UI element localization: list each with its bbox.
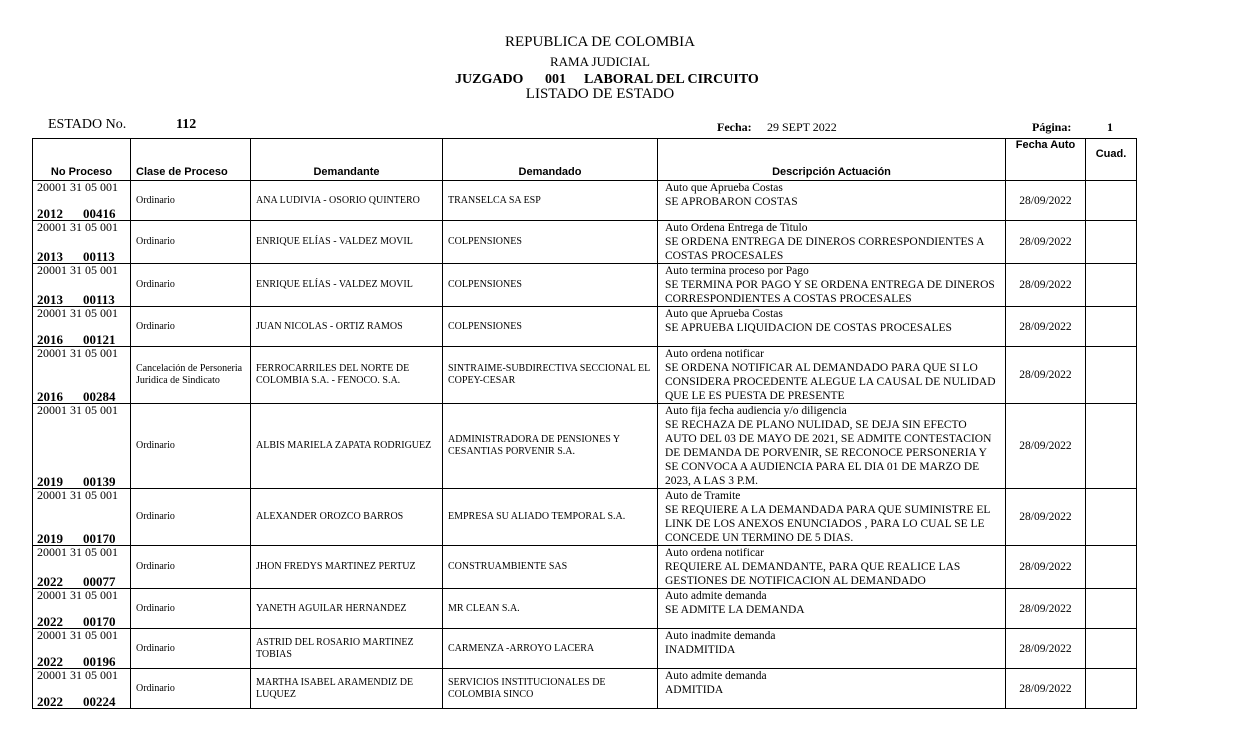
proceso-cell xyxy=(33,347,131,404)
col-header-clase: Clase de Proceso xyxy=(131,139,251,181)
col-header-demandado: Demandado xyxy=(443,139,658,181)
proceso-code: 20001 31 05 001 xyxy=(37,220,118,234)
proceso-code: 20001 31 05 001 xyxy=(37,180,118,194)
table-row xyxy=(33,347,1137,404)
proceso-radicado: 00113 xyxy=(83,249,115,264)
estado-label: ESTADO No. xyxy=(48,117,127,132)
descripcion-cell xyxy=(658,629,1006,669)
proceso-code: 20001 31 05 001 xyxy=(37,306,118,320)
auto-type: Auto inadmite demanda xyxy=(665,630,776,642)
listing-title: LISTADO DE ESTADO xyxy=(525,86,675,102)
clase-cell: Cancelación de Personeria Juridica de Sindicato xyxy=(131,347,251,404)
fecha-auto-cell: 28/09/2022 xyxy=(1006,264,1086,307)
court-label: JUZGADO xyxy=(455,72,524,87)
proceso-year: 2012 xyxy=(37,206,63,221)
auto-detail: INADMITIDA xyxy=(665,644,736,656)
auto-type: Auto admite demanda xyxy=(665,590,767,602)
cuad-cell xyxy=(1086,221,1137,264)
demandado-cell: CONSTRUAMBIENTE SAS xyxy=(443,546,658,589)
table-row xyxy=(33,669,1137,709)
clase-cell: Ordinario xyxy=(131,589,251,629)
table-row xyxy=(33,264,1137,307)
proceso-cell xyxy=(33,264,131,307)
proceso-year: 2022 xyxy=(37,614,63,629)
auto-detail: SE RECHAZA DE PLANO NULIDAD, SE DEJA SIN EFECTO AUTO DEL 03 DE MAYO DE 2021, SE ADMITE CONTESTACION DE DEMANDA DE PORVENIR, SE RECONOCE PERSONERIA Y SE CONVOCA A AUDIENCIA PARA EL DIA 01 DE MARZO DE 2023, A LAS 3 P.M. xyxy=(665,419,992,487)
auto-type: Auto de Tramite xyxy=(665,490,741,502)
descripcion-cell xyxy=(658,489,1006,546)
proceso-radicado: 00077 xyxy=(83,574,116,589)
proceso-radicado: 00170 xyxy=(83,531,116,546)
auto-type: Auto Ordena Entrega de Titulo xyxy=(665,222,808,234)
clase-cell: Ordinario xyxy=(131,546,251,589)
proceso-number xyxy=(33,334,116,346)
table-row xyxy=(33,589,1137,629)
demandante-cell: ASTRID DEL ROSARIO MARTINEZ TOBIAS xyxy=(251,629,443,669)
descripcion-cell xyxy=(658,669,1006,709)
clase-cell: Ordinario xyxy=(131,307,251,347)
cuad-cell xyxy=(1086,669,1137,709)
proceso-radicado: 00224 xyxy=(83,694,116,709)
auto-type: Auto ordena notificar xyxy=(665,547,764,559)
col-header-fecha-auto: Fecha Auto xyxy=(1006,139,1086,181)
proceso-year: 2019 xyxy=(37,474,63,489)
fecha-auto-cell: 28/09/2022 xyxy=(1006,489,1086,546)
pagina-label: Página: xyxy=(1032,120,1072,134)
col-header-demandante: Demandante xyxy=(251,139,443,181)
table-row xyxy=(33,181,1137,221)
demandante-cell: MARTHA ISABEL ARAMENDIZ DE LUQUEZ xyxy=(251,669,443,709)
clase-cell: Ordinario xyxy=(131,221,251,264)
proceso-cell xyxy=(33,629,131,669)
table-row xyxy=(33,546,1137,589)
proceso-year: 2016 xyxy=(37,389,63,404)
demandado-cell: COLPENSIONES xyxy=(443,264,658,307)
clase-cell: Ordinario xyxy=(131,669,251,709)
cuad-cell xyxy=(1086,181,1137,221)
demandado-cell: COLPENSIONES xyxy=(443,221,658,264)
auto-detail: ADMITIDA xyxy=(665,684,724,696)
demandado-cell: TRANSELCA SA ESP xyxy=(443,181,658,221)
col-header-no-proceso: No Proceso xyxy=(33,139,131,181)
descripcion-cell xyxy=(658,589,1006,629)
proceso-cell xyxy=(33,307,131,347)
auto-type: Auto que Aprueba Costas xyxy=(665,308,783,320)
fecha-auto-cell: 28/09/2022 xyxy=(1006,181,1086,221)
estado-number: 112 xyxy=(176,117,197,132)
cuad-cell xyxy=(1086,264,1137,307)
branch-title: RAMA JUDICIAL xyxy=(549,54,651,69)
fecha-auto-cell: 28/09/2022 xyxy=(1006,404,1086,489)
descripcion-cell xyxy=(658,347,1006,404)
proceso-cell xyxy=(33,546,131,589)
auto-type: Auto admite demanda xyxy=(665,670,767,682)
demandante-cell: ALBIS MARIELA ZAPATA RODRIGUEZ xyxy=(251,404,443,489)
cuad-cell xyxy=(1086,546,1137,589)
auto-detail: SE ADMITE LA DEMANDA xyxy=(665,604,805,616)
proceso-number xyxy=(33,656,116,668)
auto-type: Auto fija fecha audiencia y/o diligencia xyxy=(665,405,847,417)
auto-detail: REQUIERE AL DEMANDANTE, PARA QUE REALICE LAS GESTIONES DE NOTIFICACION AL DEMANDADO xyxy=(665,561,961,587)
proceso-year: 2013 xyxy=(37,249,63,264)
col-header-descripcion: Descripción Actuación xyxy=(658,139,1006,181)
demandado-cell: EMPRESA SU ALIADO TEMPORAL S.A. xyxy=(443,489,658,546)
proceso-radicado: 00139 xyxy=(83,474,116,489)
court-number: 001 xyxy=(545,72,566,87)
auto-type: Auto termina proceso por Pago xyxy=(665,265,809,277)
cuad-cell xyxy=(1086,629,1137,669)
auto-type: Auto que Aprueba Costas xyxy=(665,182,783,194)
table-header-row xyxy=(33,139,1137,181)
proceso-radicado: 00121 xyxy=(83,332,116,347)
proceso-year: 2022 xyxy=(37,654,63,669)
proceso-radicado: 00113 xyxy=(83,292,115,307)
cuad-cell xyxy=(1086,404,1137,489)
demandante-cell: ENRIQUE ELÍAS - VALDEZ MOVIL xyxy=(251,264,443,307)
proceso-radicado: 00170 xyxy=(83,614,116,629)
descripcion-cell xyxy=(658,181,1006,221)
pagina-value: 1 xyxy=(1107,120,1113,134)
demandado-cell: MR CLEAN S.A. xyxy=(443,589,658,629)
clase-cell: Ordinario xyxy=(131,181,251,221)
fecha-auto-cell: 28/09/2022 xyxy=(1006,307,1086,347)
fecha-auto-cell: 28/09/2022 xyxy=(1006,629,1086,669)
demandado-cell: CARMENZA -ARROYO LACERA xyxy=(443,629,658,669)
demandante-cell: FERROCARRILES DEL NORTE DE COLOMBIA S.A. - FENOCO. S.A. xyxy=(251,347,443,404)
clase-cell: Ordinario xyxy=(131,629,251,669)
col-header-cuad: Cuad. xyxy=(1086,139,1137,181)
auto-type: Auto ordena notificar xyxy=(665,348,764,360)
auto-detail: SE ORDENA ENTREGA DE DINEROS CORRESPONDIENTES A COSTAS PROCESALES xyxy=(665,236,984,262)
fecha-value: 29 SEPT 2022 xyxy=(767,120,837,134)
cuad-cell xyxy=(1086,307,1137,347)
fecha-auto-cell: 28/09/2022 xyxy=(1006,347,1086,404)
table-row xyxy=(33,489,1137,546)
auto-detail: SE APRUEBA LIQUIDACION DE COSTAS PROCESALES xyxy=(665,322,952,334)
demandante-cell: ANA LUDIVIA - OSORIO QUINTERO xyxy=(251,181,443,221)
proceso-number xyxy=(33,251,115,263)
descripcion-cell xyxy=(658,404,1006,489)
fecha-auto-cell: 28/09/2022 xyxy=(1006,221,1086,264)
descripcion-cell xyxy=(658,546,1006,589)
clase-cell: Ordinario xyxy=(131,489,251,546)
table-row xyxy=(33,404,1137,489)
fecha-auto-cell: 28/09/2022 xyxy=(1006,589,1086,629)
demandado-cell: COLPENSIONES xyxy=(443,307,658,347)
descripcion-cell xyxy=(658,307,1006,347)
proceso-radicado: 00196 xyxy=(83,654,116,669)
auto-detail: SE REQUIERE A LA DEMANDADA PARA QUE SUMINISTRE EL LINK DE LOS ANEXOS ENUNCIADOS , PARA LO CUAL SE LE CONCEDE UN TERMINO DE 5 DIAS. xyxy=(665,504,991,544)
proceso-code: 20001 31 05 001 xyxy=(37,488,118,502)
auto-detail: SE APROBARON COSTAS xyxy=(665,196,798,208)
proceso-year: 2016 xyxy=(37,332,63,347)
country-title: REPUBLICA DE COLOMBIA xyxy=(504,34,695,50)
demandante-cell: ALEXANDER OROZCO BARROS xyxy=(251,489,443,546)
proceso-cell xyxy=(33,669,131,709)
proceso-code: 20001 31 05 001 xyxy=(37,588,118,602)
cuad-cell xyxy=(1086,589,1137,629)
demandado-cell: SERVICIOS INSTITUCIONALES DE COLOMBIA SINCO xyxy=(443,669,658,709)
demandante-cell: JUAN NICOLAS - ORTIZ RAMOS xyxy=(251,307,443,347)
proceso-number xyxy=(33,576,116,588)
proceso-radicado: 00416 xyxy=(83,206,116,221)
proceso-number xyxy=(33,476,116,488)
fecha-label: Fecha: xyxy=(717,120,752,134)
proceso-cell xyxy=(33,221,131,264)
proceso-cell xyxy=(33,489,131,546)
auto-detail: SE TERMINA POR PAGO Y SE ORDENA ENTREGA DE DINEROS CORRESPONDIENTES A COSTAS PROCESALES xyxy=(665,279,995,305)
proceso-cell xyxy=(33,589,131,629)
proceso-year: 2022 xyxy=(37,574,63,589)
proceso-year: 2022 xyxy=(37,694,63,709)
estado-table xyxy=(32,138,1137,709)
proceso-code: 20001 31 05 001 xyxy=(37,403,118,417)
cuad-cell xyxy=(1086,347,1137,404)
court-name: LABORAL DEL CIRCUITO xyxy=(584,72,759,87)
proceso-year: 2019 xyxy=(37,531,63,546)
demandado-cell: ADMINISTRADORA DE PENSIONES Y CESANTIAS PORVENIR S.A. xyxy=(443,404,658,489)
table-row xyxy=(33,221,1137,264)
demandante-cell: YANETH AGUILAR HERNANDEZ xyxy=(251,589,443,629)
table-row xyxy=(33,307,1137,347)
proceso-cell xyxy=(33,404,131,489)
proceso-number xyxy=(33,208,116,220)
descripcion-cell xyxy=(658,221,1006,264)
proceso-code: 20001 31 05 001 xyxy=(37,263,118,277)
proceso-code: 20001 31 05 001 xyxy=(37,668,118,682)
proceso-number xyxy=(33,294,115,306)
table-row xyxy=(33,629,1137,669)
auto-detail: SE ORDENA NOTIFICAR AL DEMANDADO PARA QUE SI LO CONSIDERA PROCEDENTE ALEGUE LA CAUSAL DE NULIDAD QUE LE ES PUESTA DE PRESENTE xyxy=(665,362,996,402)
clase-cell: Ordinario xyxy=(131,264,251,307)
demandado-cell: SINTRAIME-SUBDIRECTIVA SECCIONAL EL COPEY-CESAR xyxy=(443,347,658,404)
proceso-code: 20001 31 05 001 xyxy=(37,346,118,360)
proceso-number xyxy=(33,616,116,628)
cuad-cell xyxy=(1086,489,1137,546)
fecha-auto-cell: 28/09/2022 xyxy=(1006,669,1086,709)
descripcion-cell xyxy=(658,264,1006,307)
proceso-year: 2013 xyxy=(37,292,63,307)
proceso-code: 20001 31 05 001 xyxy=(37,628,118,642)
proceso-number xyxy=(33,391,116,403)
proceso-cell xyxy=(33,181,131,221)
clase-cell: Ordinario xyxy=(131,404,251,489)
fecha-auto-cell: 28/09/2022 xyxy=(1006,546,1086,589)
proceso-number xyxy=(33,696,116,708)
proceso-number xyxy=(33,533,116,545)
demandante-cell: ENRIQUE ELÍAS - VALDEZ MOVIL xyxy=(251,221,443,264)
proceso-code: 20001 31 05 001 xyxy=(37,545,118,559)
proceso-radicado: 00284 xyxy=(83,389,116,404)
demandante-cell: JHON FREDYS MARTINEZ PERTUZ xyxy=(251,546,443,589)
